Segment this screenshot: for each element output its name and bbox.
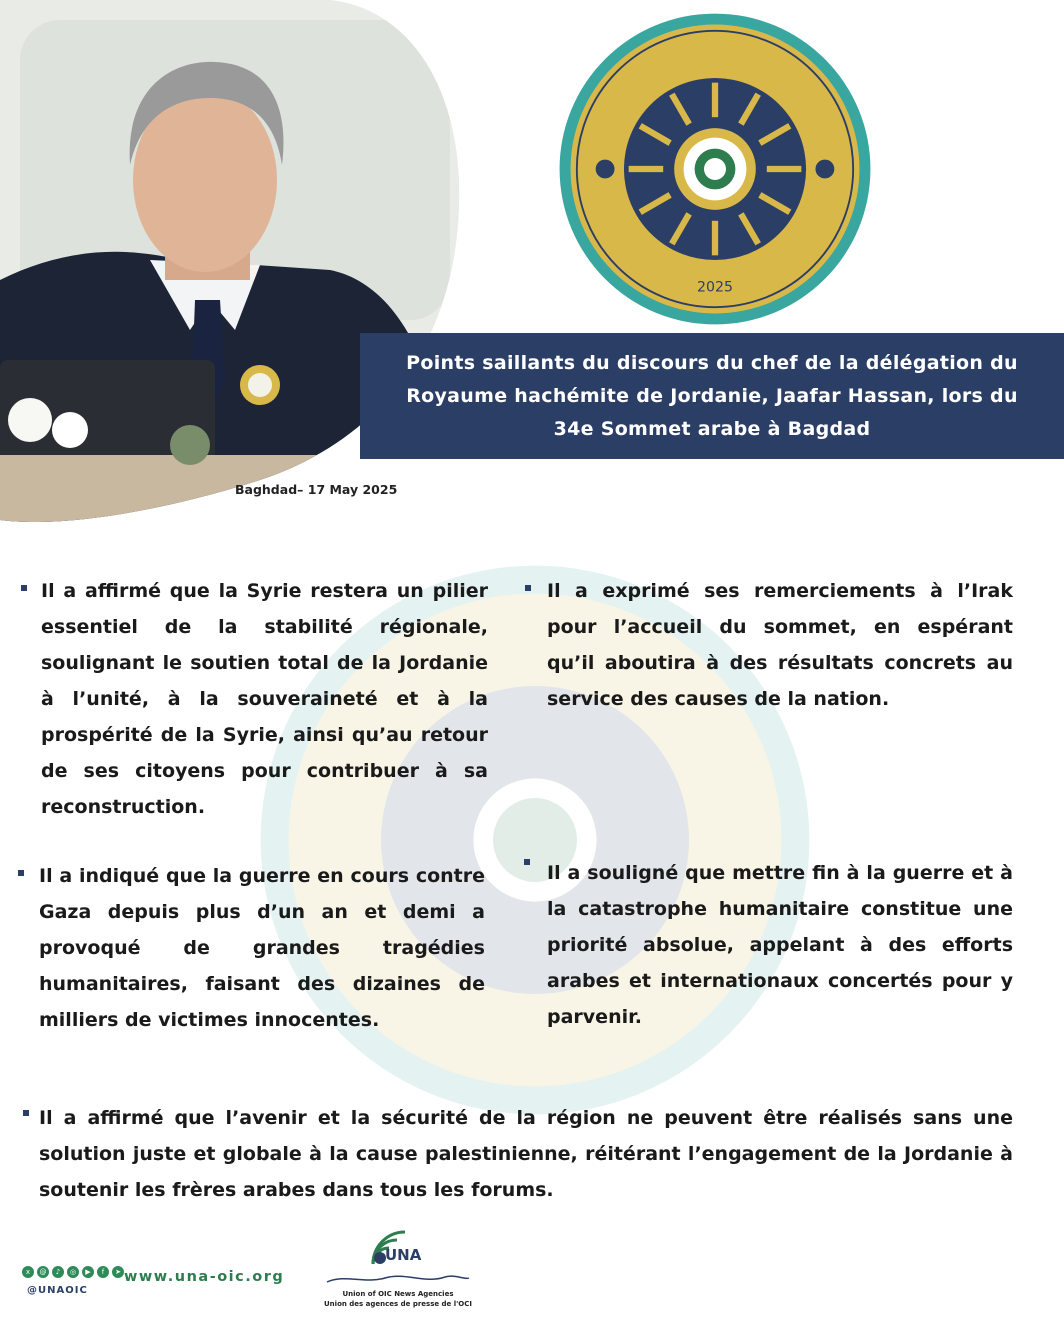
bullet-text: Il a exprimé ses remerciements à l’Irak pour l’accueil du sommet, en espérant qu’il aboutira à des résultats concrets au service des causes de la nation. [547, 580, 1013, 710]
una-logo [323, 1228, 473, 1328]
bullet-gaza-war [39, 858, 485, 1038]
bullet-text: Il a affirmé que l’avenir et la sécurité de la région ne peuvent être réalisés sans une solution juste et globale à la cause palestinienne, réitérant l’engagement de la Jordanie à soutenir les frères arabes dans tous les forums. [39, 1107, 1013, 1201]
bullet-syria [41, 573, 488, 825]
facebook-icon[interactable]: f [97, 1266, 109, 1278]
bullet-text: Il a indiqué que la guerre en cours contre Gaza depuis plus d’un an et demi a provoqué de grandes tragédies humanitaires, faisant des dizaines de milliers de victimes innocentes. [39, 865, 485, 1031]
x-icon[interactable]: x [22, 1266, 34, 1278]
page-title: Points saillants du discours du chef de la délégation du Royaume hachémite de Jordanie, Jaafar Hassan, lors du 34e Sommet arabe à Bagdad [406, 351, 1018, 440]
instagram-icon[interactable]: ◎ [67, 1266, 79, 1278]
bullet-text: Il a affirmé que la Syrie restera un pilier essentiel de la stabilité régionale, soulignant le soutien total de la Jordanie à l’unité, à la souveraineté et à la prospérité de la Syrie, ainsi qu’au retour de ses citoyens pour contribuer à sa reconstruction. [41, 580, 488, 818]
bullet-square-icon [525, 585, 531, 591]
bullet-square-icon [524, 859, 530, 865]
una-logo-french: Union des agences de presse de l'OCI [324, 1300, 472, 1308]
bullet-square-icon [21, 585, 27, 591]
bullet-square-icon [18, 870, 24, 876]
threads-icon[interactable]: @ [37, 1266, 49, 1278]
summit-seal-logo [558, 12, 872, 326]
website-link[interactable]: www.una-oic.org [124, 1269, 285, 1285]
telegram-icon[interactable]: ➤ [112, 1266, 124, 1278]
arabic-calligraphy-logo [325, 1272, 471, 1286]
tiktok-icon[interactable]: ♪ [52, 1266, 64, 1278]
seal-year: 2025 [697, 279, 733, 296]
bullet-square-icon [23, 1110, 29, 1116]
bullet-palestine [39, 1100, 1013, 1208]
bullet-text: Il a souligné que mettre fin à la guerre et à la catastrophe humanitaire constitue une priorité absolue, appelant à des efforts arabes et internationaux concertés pour y parvenir. [547, 862, 1013, 1028]
social-icons [22, 1266, 124, 1278]
title-banner [360, 333, 1064, 459]
una-logo-english: Union of OIC News Agencies [342, 1290, 454, 1298]
bullet-end-war [547, 855, 1013, 1035]
dateline: Baghdad– 17 May 2025 [235, 482, 398, 497]
youtube-icon[interactable]: ▶ [82, 1266, 94, 1278]
bullet-iraq-thanks [547, 573, 1013, 717]
social-handle: @UNAOIC [27, 1285, 88, 1296]
una-logo-name: UNA [385, 1246, 422, 1264]
